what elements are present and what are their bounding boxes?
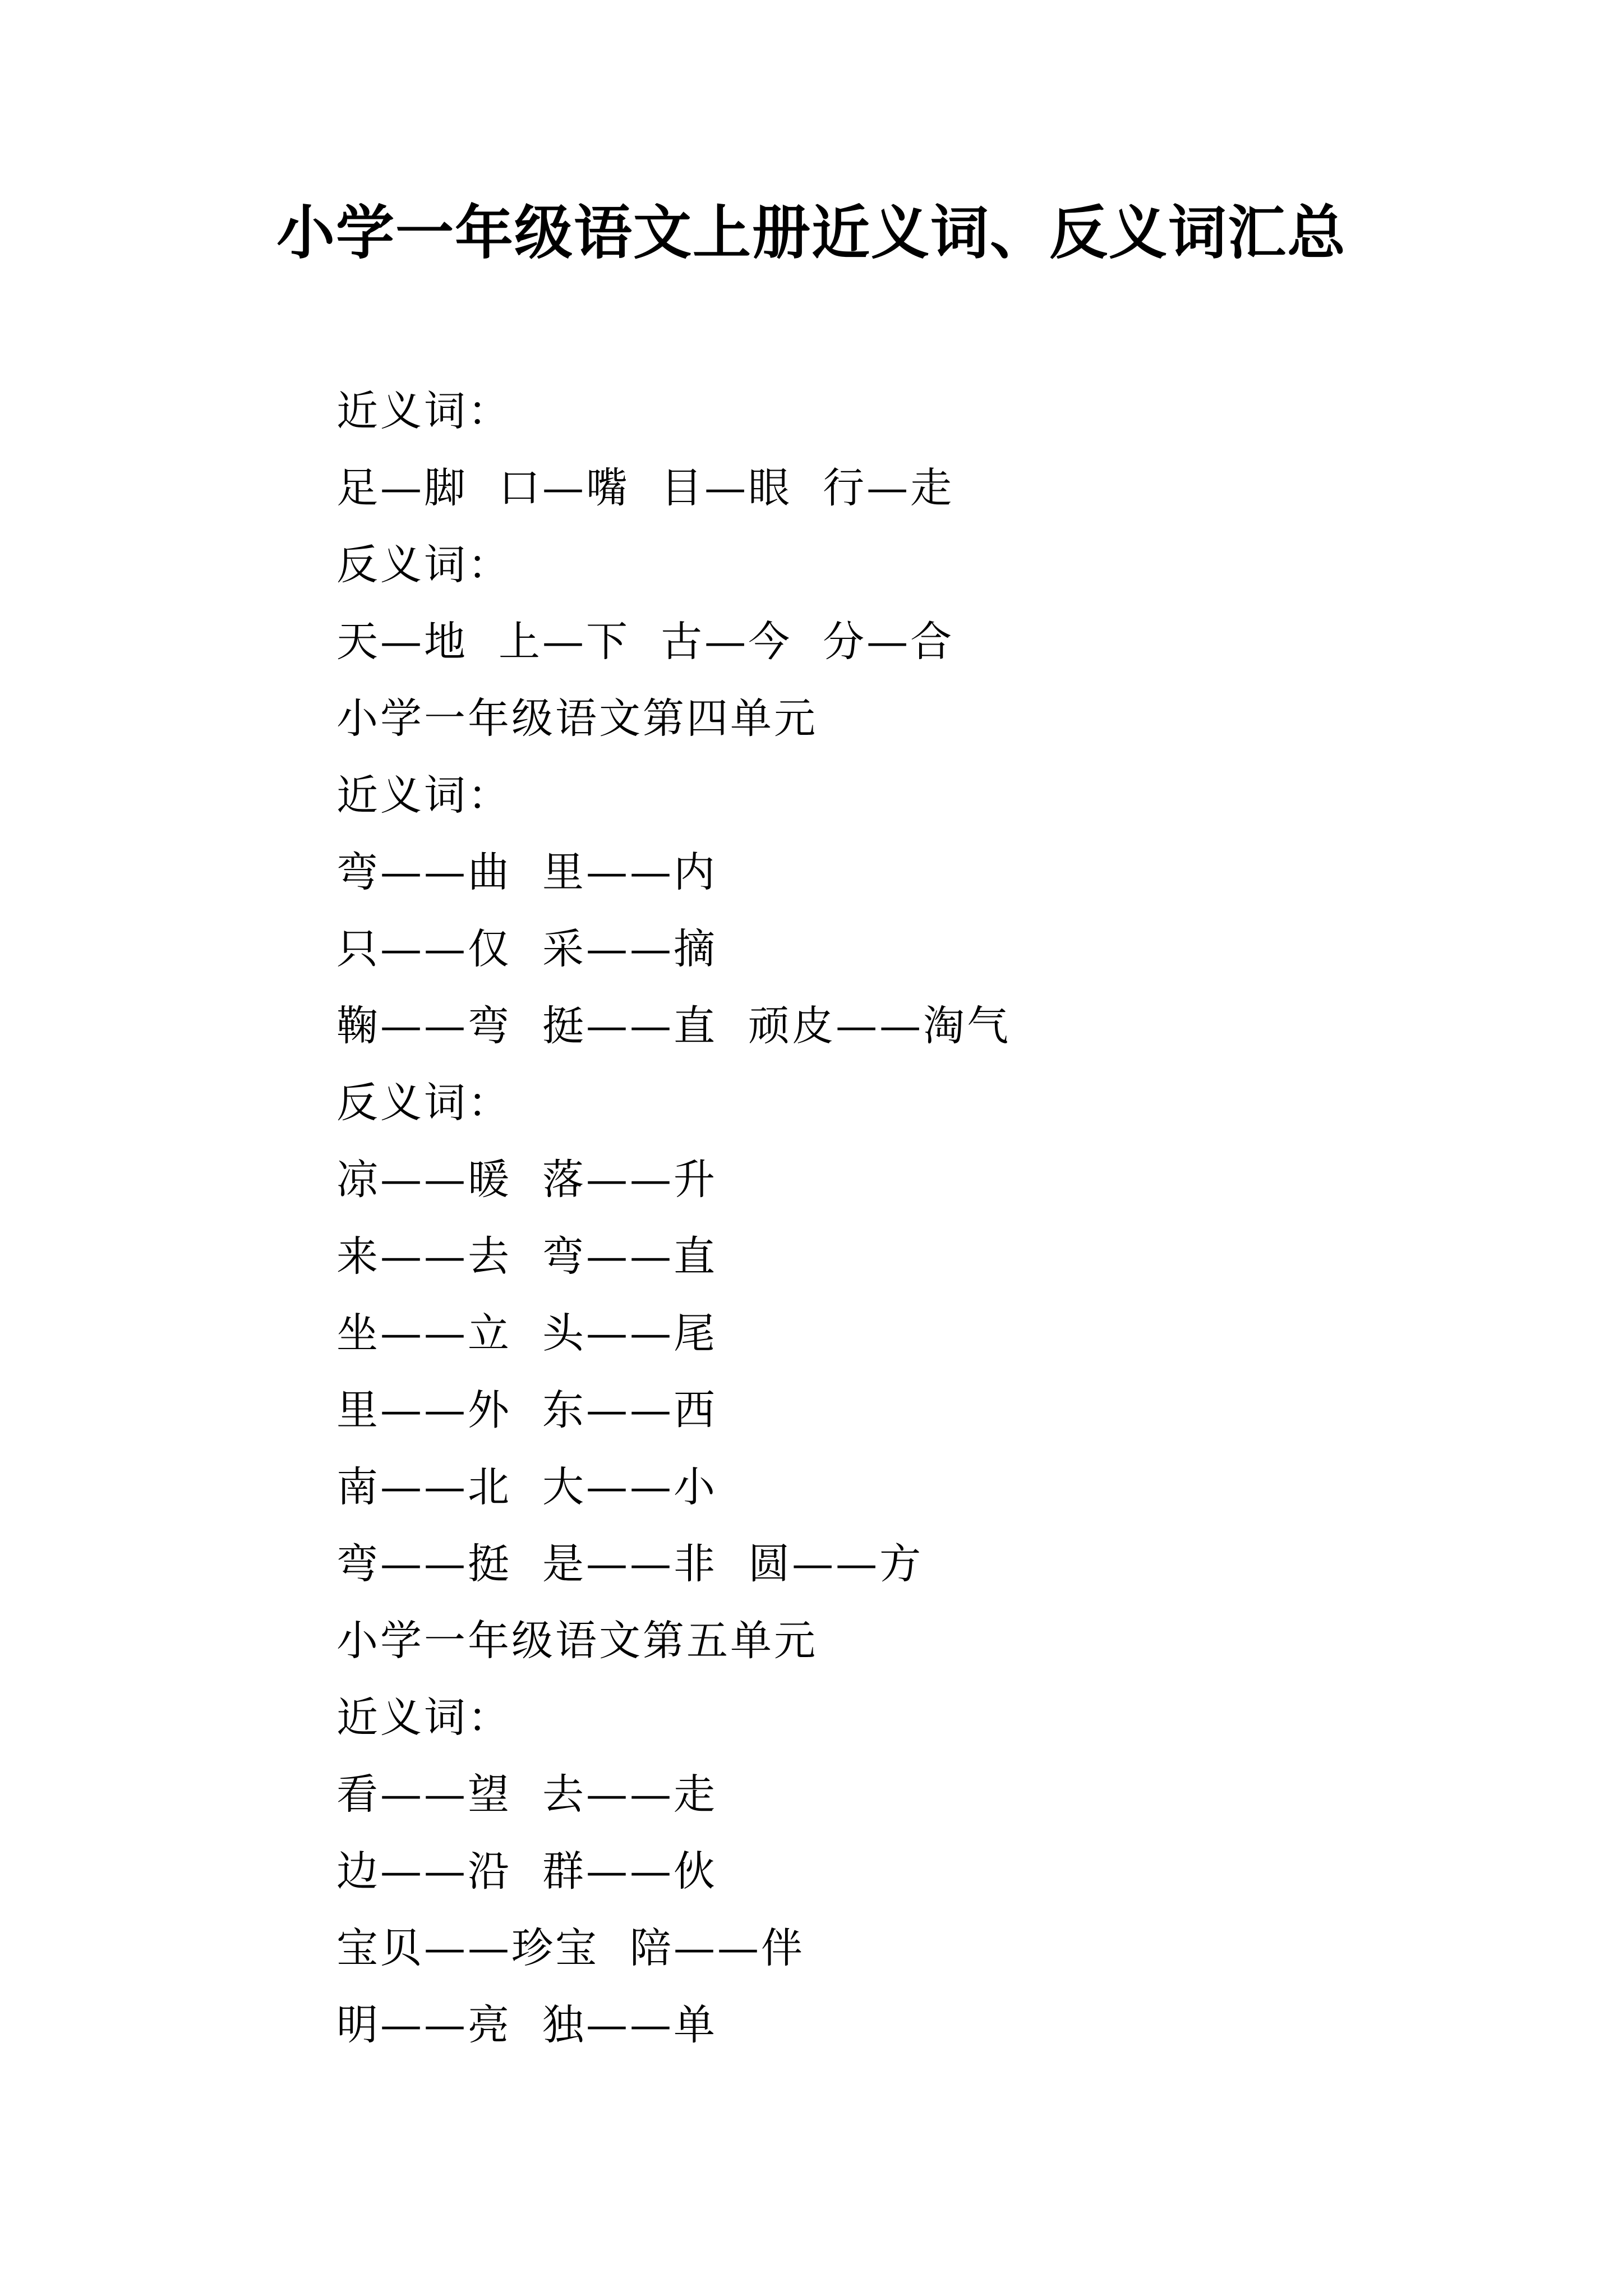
word-pairs-line: 来——去 弯——直 xyxy=(336,1232,718,1281)
document-title: 小学一年级语文上册近义词、反义词汇总 xyxy=(276,198,1347,267)
word-pairs-line: 里——外 东——西 xyxy=(336,1386,718,1434)
word-pairs-line: 鞠——弯 挺——直 顽皮——淘气 xyxy=(336,1002,1011,1050)
word-pairs-line: 南——北 大——小 xyxy=(336,1463,718,1511)
document-body xyxy=(336,373,1514,2064)
word-pairs-line: 凉——暖 落——升 xyxy=(336,1156,718,1204)
word-pairs-line: 足—脚 口—嘴 目—眼 行—走 xyxy=(336,464,955,512)
word-pairs-line: 宝贝——珍宝 陪——伴 xyxy=(336,1924,805,1972)
section-label-synonyms: 近义词： xyxy=(336,771,511,820)
section-label-synonyms: 近义词： xyxy=(336,387,511,435)
word-pairs-line: 天—地 上—下 古—今 分—合 xyxy=(336,618,955,666)
word-pairs-line: 只——仅 采——摘 xyxy=(336,925,718,973)
unit-heading: 小学一年级语文第四单元 xyxy=(336,694,818,743)
word-pairs-line: 明——亮 独——单 xyxy=(336,2001,718,2049)
word-pairs-line: 坐——立 头——尾 xyxy=(336,1309,718,1358)
word-pairs-line: 边——沿 群——伙 xyxy=(336,1847,718,1895)
word-pairs-line: 弯——曲 里——内 xyxy=(336,848,718,896)
word-pairs-line: 弯——挺 是——非 圆——方 xyxy=(336,1540,924,1588)
section-label-antonyms: 反义词： xyxy=(336,1079,511,1127)
section-label-synonyms: 近义词： xyxy=(336,1694,511,1742)
word-pairs-line: 看——望 去——走 xyxy=(336,1770,718,1819)
unit-heading: 小学一年级语文第五单元 xyxy=(336,1617,818,1665)
section-label-antonyms: 反义词： xyxy=(336,541,511,589)
